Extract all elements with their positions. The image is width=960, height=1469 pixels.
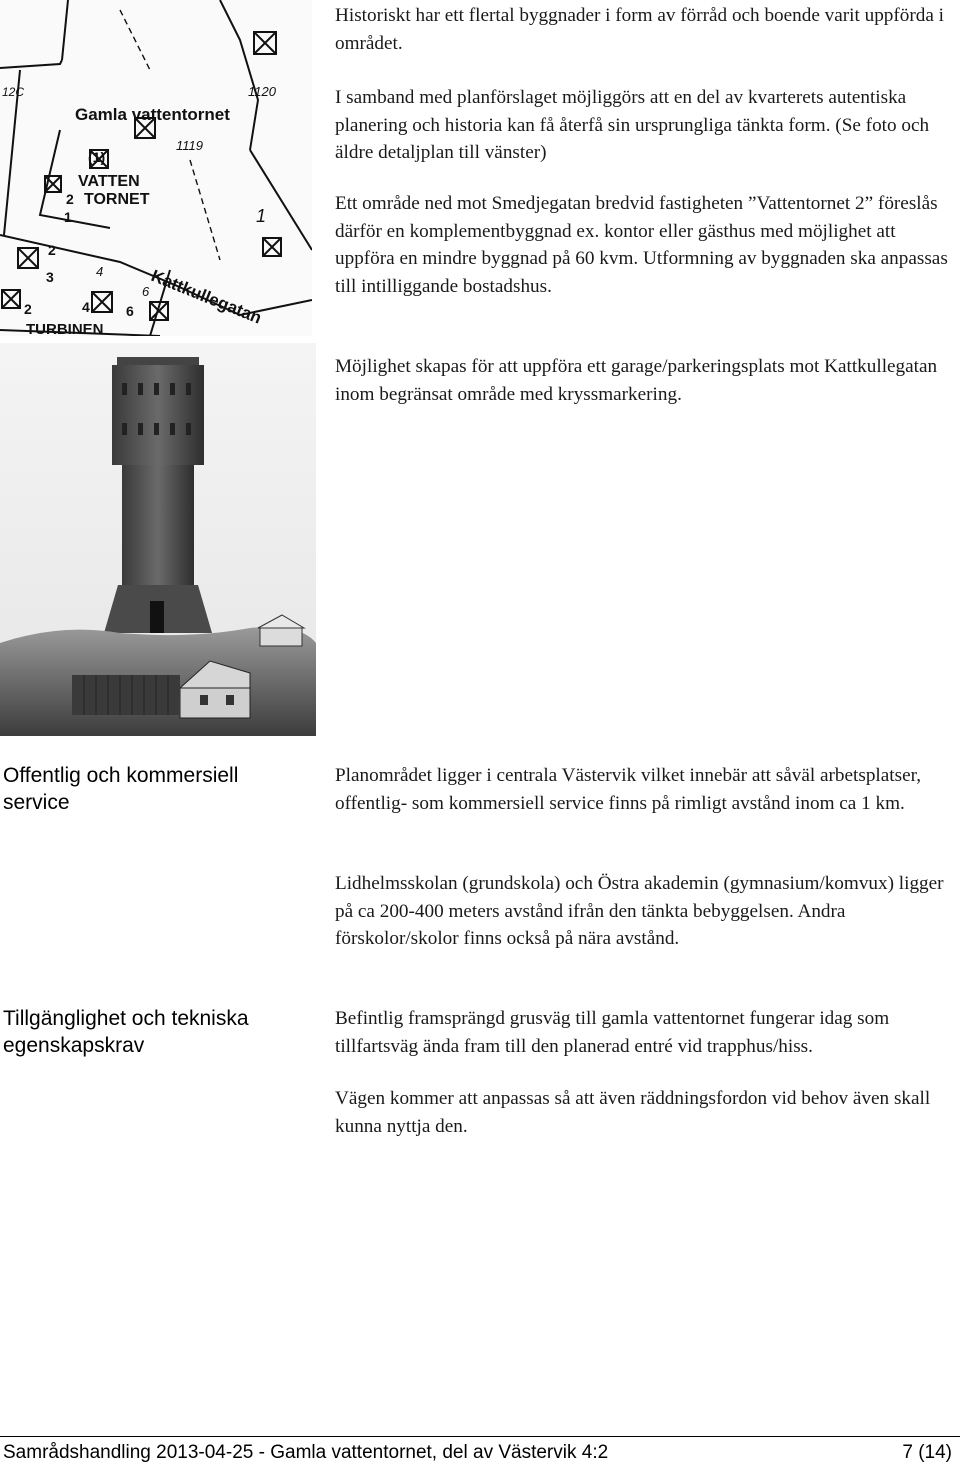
map-lot-mark: 2 — [48, 242, 56, 258]
map-lot-mark: 4 — [96, 264, 104, 279]
map-lot-mark: 2 — [66, 191, 74, 207]
map-lot-mark: 6 — [126, 303, 134, 319]
footer-page-number: 7 (14) — [902, 1442, 952, 1463]
heading-public-service: Offentlig och kommersiell service — [3, 764, 239, 814]
paragraph-access-road: Befintlig framsprängd grusväg till gamla vattentornet fungerar idag som tillfartsväg ända fram till den planerad entré vid trapphus/hiss. — [335, 1008, 890, 1057]
map-lot-1120: 1120 — [248, 84, 276, 99]
footer-document-title: Samrådshandling 2013-04-25 - Gamla vattentornet, del av Västervik 4:2 — [3, 1442, 609, 1463]
map-label-turbinen: TURBINEN — [26, 321, 104, 336]
map-lot-mark: 1 — [64, 209, 72, 225]
paragraph-history: Historiskt har ett flertal byggnader i form av förråd och boende varit uppförda i området. — [335, 5, 944, 54]
heading-accessibility: Tillgänglighet och tekniska egenskapskrav — [3, 1007, 249, 1057]
paragraph-service-location: Planområdet ligger i centrala Västervik vilket innebär att såväl arbetsplatser, offentlig- som kommersiell service finns på rimligt avstånd inom ca 1 km. — [335, 765, 922, 814]
map-label-block-name-2: TORNET — [84, 191, 150, 208]
map-lot-1119: 1119 — [176, 138, 203, 153]
map-label-street: Kattkullegatan — [148, 266, 265, 328]
paragraph-rescue-vehicles: Vägen kommer att anpassas så att även räddningsfordon vid behov även skall kunna nyttja den. — [335, 1088, 931, 1137]
paragraph-complementary-building: Ett område ned mot Smedjegatan bredvid fastigheten ”Vattentornet 2” föreslås därför en komplementbyggnad ex. kontor eller gästhus med möjlighet att uppföra en mindre byggnad på 60 kvm. Utformning av byggnaden ska anpassas till intilliggande bostadshus. — [335, 193, 948, 297]
map-label-water-tower: Gamla vattentornet — [75, 105, 230, 124]
map-lot-mark: 4 — [82, 299, 90, 315]
map-lot-mark: 6 — [142, 284, 150, 299]
map-lot-mark: 3 — [46, 269, 54, 285]
footer-divider — [0, 1436, 960, 1437]
paragraph-authentic-planning: I samband med planförslaget möjliggörs att en del av kvarterets autentiska planering och historia kan få återfå sin ursprungliga tänkta form. (Se foto och äldre detaljplan till vänster) — [335, 87, 930, 163]
map-lot-mark: 2 — [24, 301, 32, 317]
paragraph-schools: Lidhelmsskolan (grundskola) och Östra akademin (gymnasium/komvux) ligger på ca 200-400 meters avstånd ifrån den tänkta bebyggelsen. Andra förskolor/skolor finns också på nära avstånd. — [335, 873, 944, 949]
detail-plan-map — [0, 0, 312, 336]
map-label-block-name: VATTEN — [78, 173, 140, 190]
water-tower-photo — [0, 343, 316, 736]
map-corner-code: 12C — [2, 85, 25, 99]
map-lot-mark: 1 — [256, 206, 267, 226]
map-lot-mark: (1) — [88, 149, 106, 165]
paragraph-garage: Möjlighet skapas för att uppföra ett garage/parkeringsplats mot Kattkullegatan inom begränsat område med kryssmarkering. — [335, 356, 938, 405]
